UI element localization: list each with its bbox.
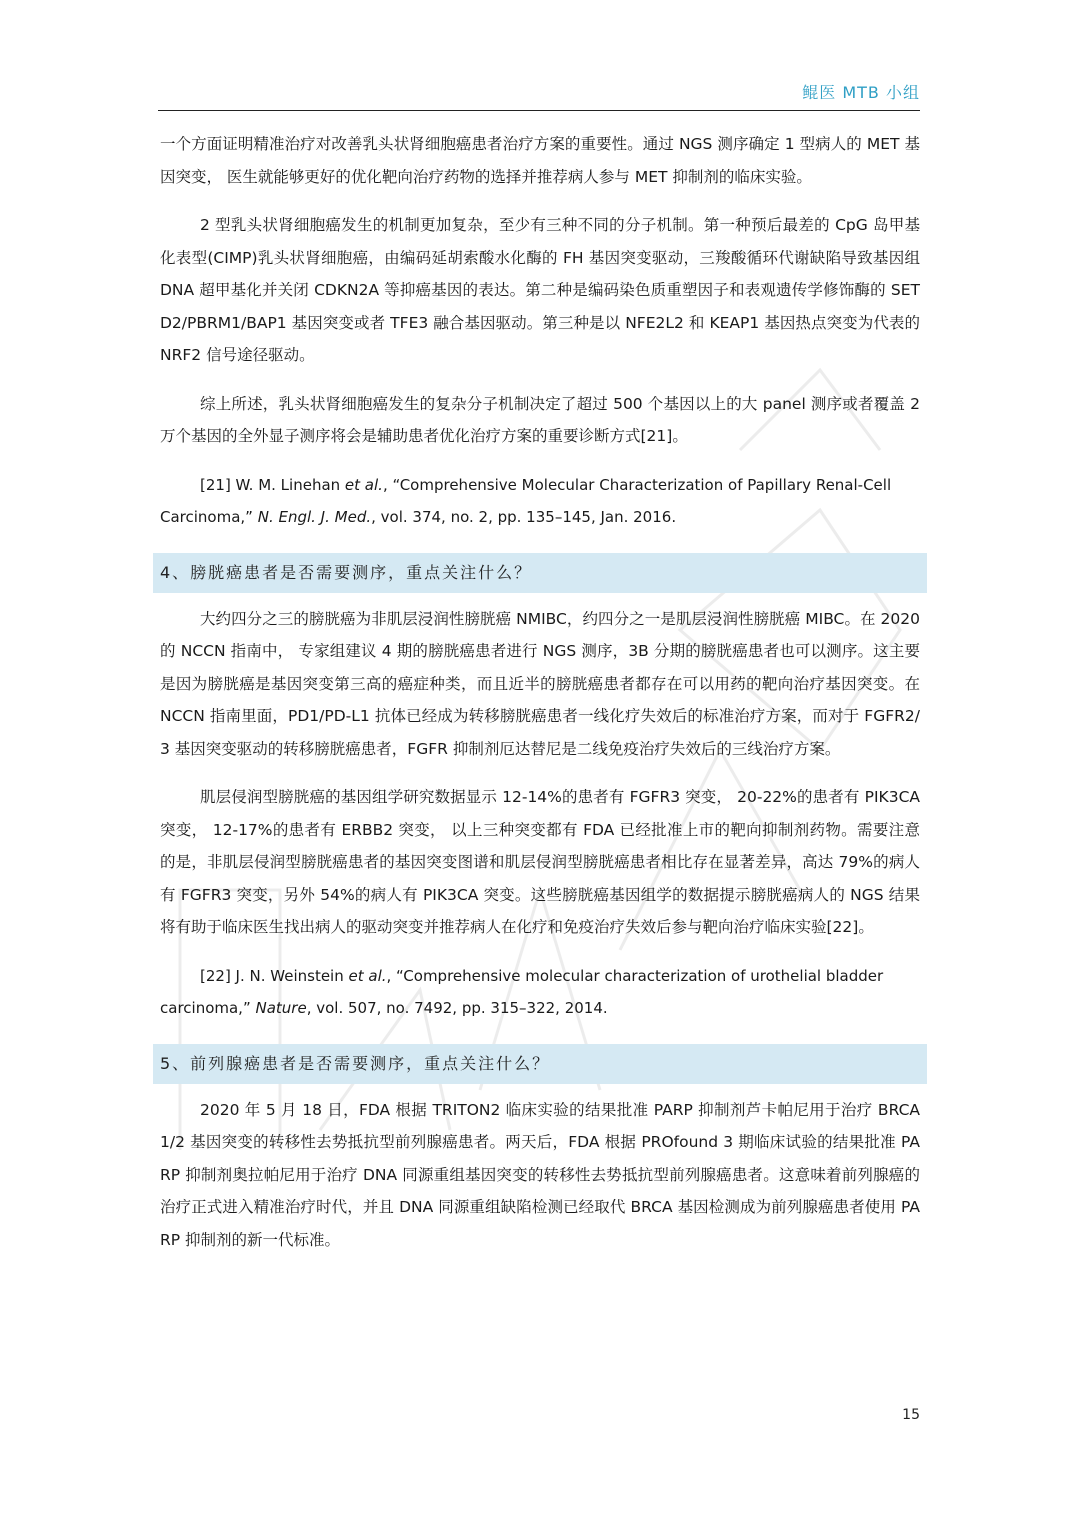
reference-22 — [160, 960, 920, 1024]
paragraph-bladder-2: 肌层侵润型膀胱癌的基因组学研究数据显示 12-14%的患者有 FGFR3 突变， 20-22%的患者有 PIK3CA 突变， 12-17%的患者有 ERBB2 突变， 以上三种突变都有 FDA 已经批准上市的靶向抑制剂药物。需要注意的是，非肌层侵润型膀胱癌患者的基因突变图谱和肌层侵润型膀胱癌患者相比存在显著差异，高达 79%的病人有 FGFR3 突变，另外 54%的病人有 PIK3CA 突变。这些膀胱癌基因组学的数据提示膀胱癌病人的 NGS 结果将有助于临床医生找出病人的驱动突变并推荐病人在化疗和免疫治疗失效后参与靶向治疗临床实验[22]。 — [160, 788, 920, 936]
paragraph-prostate-1: 2020 年 5 月 18 日，FDA 根据 TRITON2 临床实验的结果批准 PARP 抑制剂芦卡帕尼用于治疗 BRCA1/2 基因突变的转移性去势抵抗型前列腺癌患者。两天后，FDA 根据 PROfound 3 期临床试验的结果批准 PARP 抑制剂奥拉帕尼用于治疗 DNA 同源重组基因突变的转移性去势抵抗型前列腺癌患者。这意味着前列腺癌的治疗正式进入精准治疗时代，并且 DNA 同源重组缺陷检测已经取代 BRCA 基因检测成为前列腺癌患者使用 PARP 抑制剂的新一代标准。 — [160, 1100, 920, 1249]
ref22-journal: Nature — [255, 998, 307, 1017]
paragraph-summary: 综上所述，乳头状肾细胞癌发生的复杂分子机制决定了超过 500 个基因以上的大 panel 测序或者覆盖 2 万个基因的全外显子测序将会是辅助患者优化治疗方案的重要诊断方式[21]。 — [160, 394, 920, 445]
main-content — [160, 128, 920, 1272]
ref21-etal: et al. — [344, 475, 383, 494]
header-divider — [158, 110, 920, 111]
paragraph-type2-mechanism: 2 型乳头状肾细胞癌发生的机制更加复杂，至少有三种不同的分子机制。第一种预后最差的 CpG 岛甲基化表型(CIMP)乳头状肾细胞癌，由编码延胡索酸水化酶的 FH 基因突变驱动，三羧酸循环代谢缺陷导致基因组 DNA 超甲基化并关闭 CDKN2A 等抑癌基因的表达。第二种是编码染色质重塑因子和表观遗传学修饰酶的 SETD2/PBRM1/BAP1 基因突变或者 TFE3 融合基因驱动。第三种是以 NFE2L2 和 KEAP1 基因热点突变为代表的 NRF2 信号途径驱动。 — [160, 216, 920, 364]
ref21-journal: N. Engl. J. Med. — [257, 507, 372, 526]
reference-21 — [160, 469, 920, 533]
ref22-title: , “Comprehensive molecular characterization of urothelial bladder carcinoma,” — [160, 966, 884, 1017]
ref22-prefix: [22] J. N. Weinstein — [200, 966, 349, 985]
ref21-details: , vol. 374, no. 2, pp. 135–145, Jan. 2016. — [371, 507, 677, 526]
paragraph-intro: 一个方面证明精准治疗对改善乳头状肾细胞癌患者治疗方案的重要性。通过 NGS 测序确定 1 型病人的 MET 基因突变， 医生就能够更好的优化靶向治疗药物的选择并推荐病人参与 MET 抑制剂的临床实验。 — [160, 135, 920, 186]
header-brand: 鲲医 MTB 小组 — [802, 83, 920, 102]
ref21-title: , “Comprehensive Molecular Characterization of Papillary Renal-Cell Carcinoma,” — [160, 475, 892, 526]
paragraph-bladder-1: 大约四分之三的膀胱癌为非肌层浸润性膀胱癌 NMIBC，约四分之一是肌层浸润性膀胱癌 MIBC。在 2020 的 NCCN 指南中， 专家组建议 4 期的膀胱癌患者进行 NGS 测序，3B 分期的膀胱癌患者也可以测序。这主要是因为膀胱癌是基因突变第三高的癌症种类，而且近半的膀胱癌患者都存在可以用药的靶向治疗基因突变。在 NCCN 指南里面，PD1/PD-L1 抗体已经成为转移膀胱癌患者一线化疗失效后的标准治疗方案，而对于 FGFR2/3 基因突变驱动的转移膀胱癌患者，FGFR 抑制剂厄达替尼是二线免疫治疗失效后的三线治疗方案。 — [160, 609, 920, 758]
ref22-details: , vol. 507, no. 7492, pp. 315–322, 2014. — [306, 998, 608, 1017]
section-heading-prostate: 5、前列腺癌患者是否需要测序，重点关注什么？ — [153, 1044, 927, 1084]
section-heading-bladder: 4、膀胱癌患者是否需要测序，重点关注什么？ — [153, 553, 927, 593]
page-number: 15 — [902, 1407, 920, 1423]
ref22-etal: et al. — [348, 966, 387, 985]
ref21-prefix: [21] W. M. Linehan — [200, 475, 345, 494]
